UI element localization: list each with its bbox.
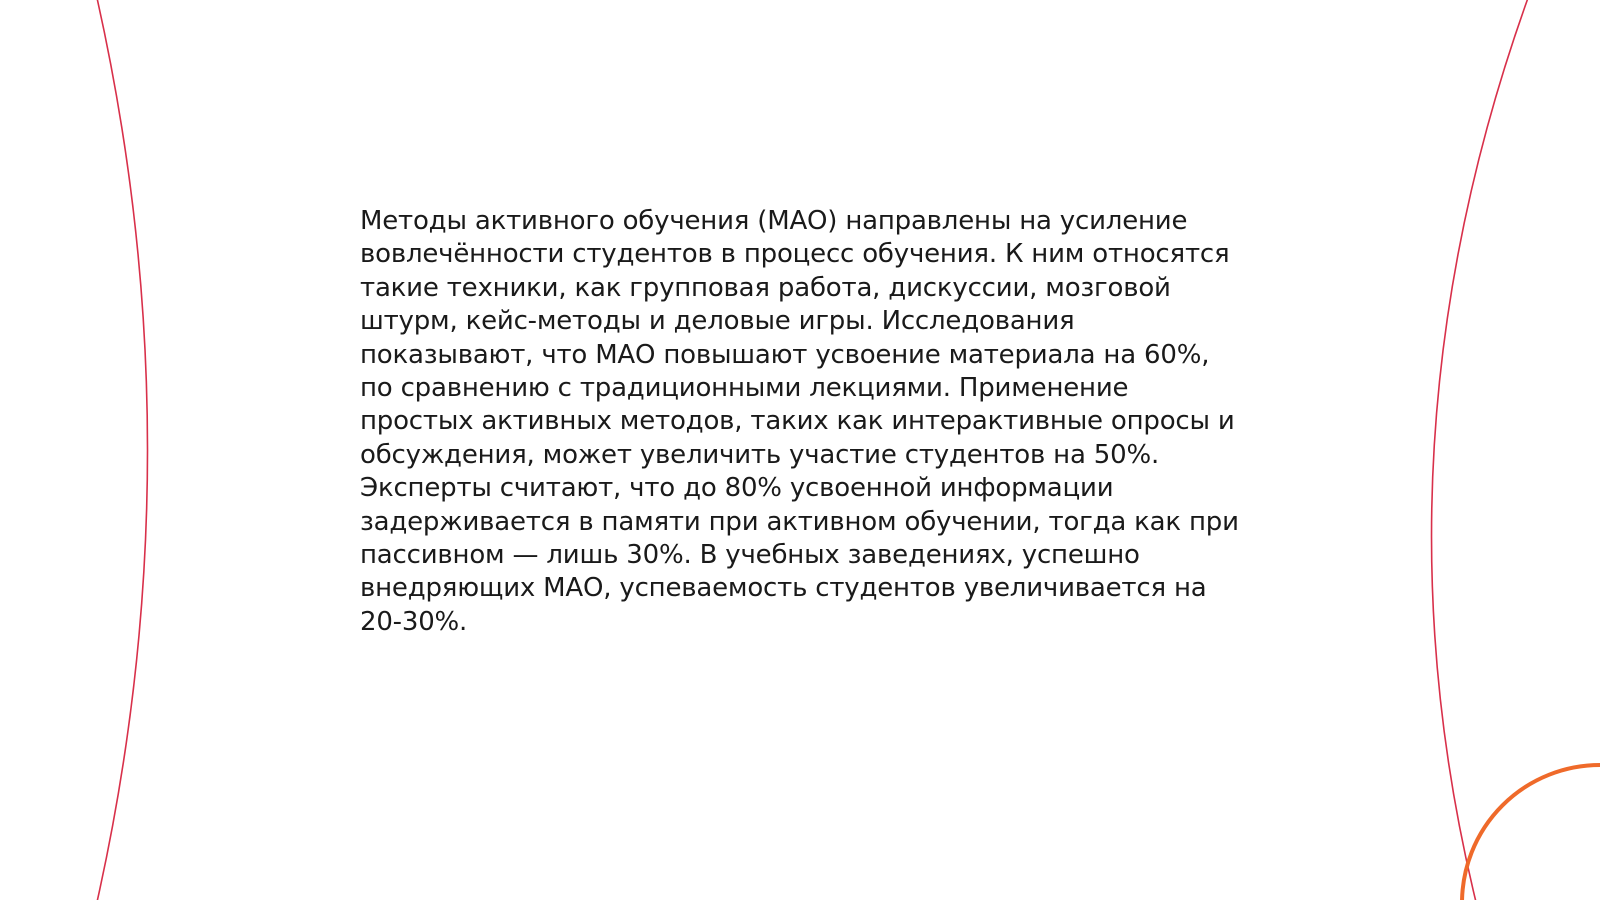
right-curve-line <box>1432 0 1528 900</box>
body-text: Методы активного обучения (МАО) направлены на усиление вовлечённости студентов в процесс обучения. К ним относятся такие техники, как групповая работа, дискуссии, мозговой штурм, кейс-методы и деловые игры. Исследования показывают, что МАО повышают усвоение материала на 60%, по сравнению с традиционными лекциями. Применение простых активных методов, таких как интерактивные опросы и обсуждения, может увеличить участие студентов на 50%. Эксперты считают, что до 80% усвоенной информации задерживается в памяти при активном обучении, тогда как при пассивном — лишь 30%. В учебных заведениях, успешно внедряющих МАО, успеваемость студентов увеличивается на 20-30%. <box>360 206 1239 637</box>
accent-circle-arc <box>1462 765 1600 900</box>
left-curve-line <box>97 0 148 900</box>
